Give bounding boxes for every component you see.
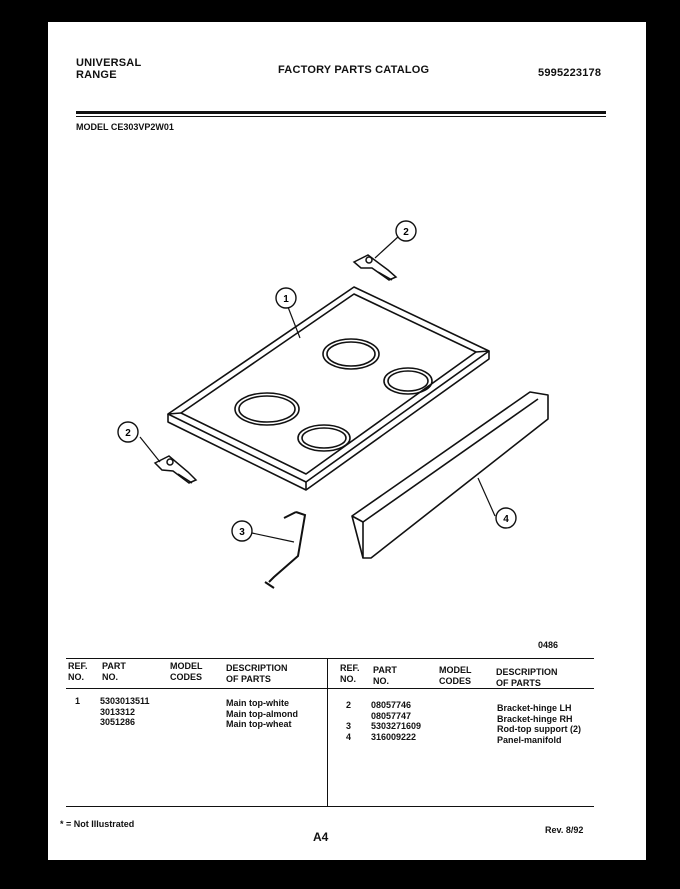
right-header-part: PART NO.: [373, 665, 397, 686]
exploded-diagram: [48, 22, 646, 642]
left-desc-col: Main top-white Main top-almond Main top-wheat: [226, 698, 298, 729]
page-number: A4: [313, 830, 329, 844]
right-part-col: 08057746 08057747 5303271609 316009222: [371, 700, 422, 742]
right-desc-col: Bracket-hinge LH Bracket-hinge RH Rod-top support (2) Panel-manifold: [497, 703, 581, 745]
callout-4-label: 4: [503, 514, 509, 525]
left-ref-col: 1: [75, 696, 81, 706]
table-header-rule: [66, 688, 594, 689]
rod-top-support: [265, 512, 305, 588]
left-header-part: PART NO.: [102, 661, 126, 682]
right-header-desc: DESCRIPTION OF PARTS: [496, 667, 558, 688]
callout-1-label: 1: [283, 294, 289, 305]
callout-3-label: 3: [239, 527, 245, 538]
left-header-desc: DESCRIPTION OF PARTS: [226, 663, 288, 684]
model-number: MODEL CE303VP2W01: [76, 122, 174, 132]
footnote: * = Not Illustrated: [60, 819, 135, 829]
table-bottom-rule: [66, 806, 594, 807]
catalog-page: [48, 22, 646, 860]
hinge-bracket-lh: [155, 456, 196, 483]
callout-2-top-label: 2: [403, 227, 409, 238]
left-header-ref: REF. NO.: [68, 661, 88, 682]
callout-2-left-label: 2: [125, 428, 131, 439]
left-header-codes: MODEL CODES: [170, 661, 203, 682]
left-part-col: 5303013511 3013312 3051286: [100, 696, 150, 727]
table-top-rule: [66, 658, 594, 659]
brand-line2: RANGE: [76, 69, 117, 81]
right-ref-col: 2 3 4: [346, 700, 352, 742]
catalog-title: FACTORY PARTS CATALOG: [278, 64, 430, 76]
catalog-number: 5995223178: [538, 67, 602, 79]
diagram-code: 0486: [538, 640, 559, 650]
hinge-bracket-rh: [354, 255, 396, 280]
revision: Rev. 8/92: [545, 825, 584, 835]
right-header-codes: MODEL CODES: [439, 665, 472, 686]
right-header-ref: REF. NO.: [340, 663, 360, 684]
table-divider: [327, 658, 328, 806]
brand-line1: UNIVERSAL: [76, 57, 142, 69]
